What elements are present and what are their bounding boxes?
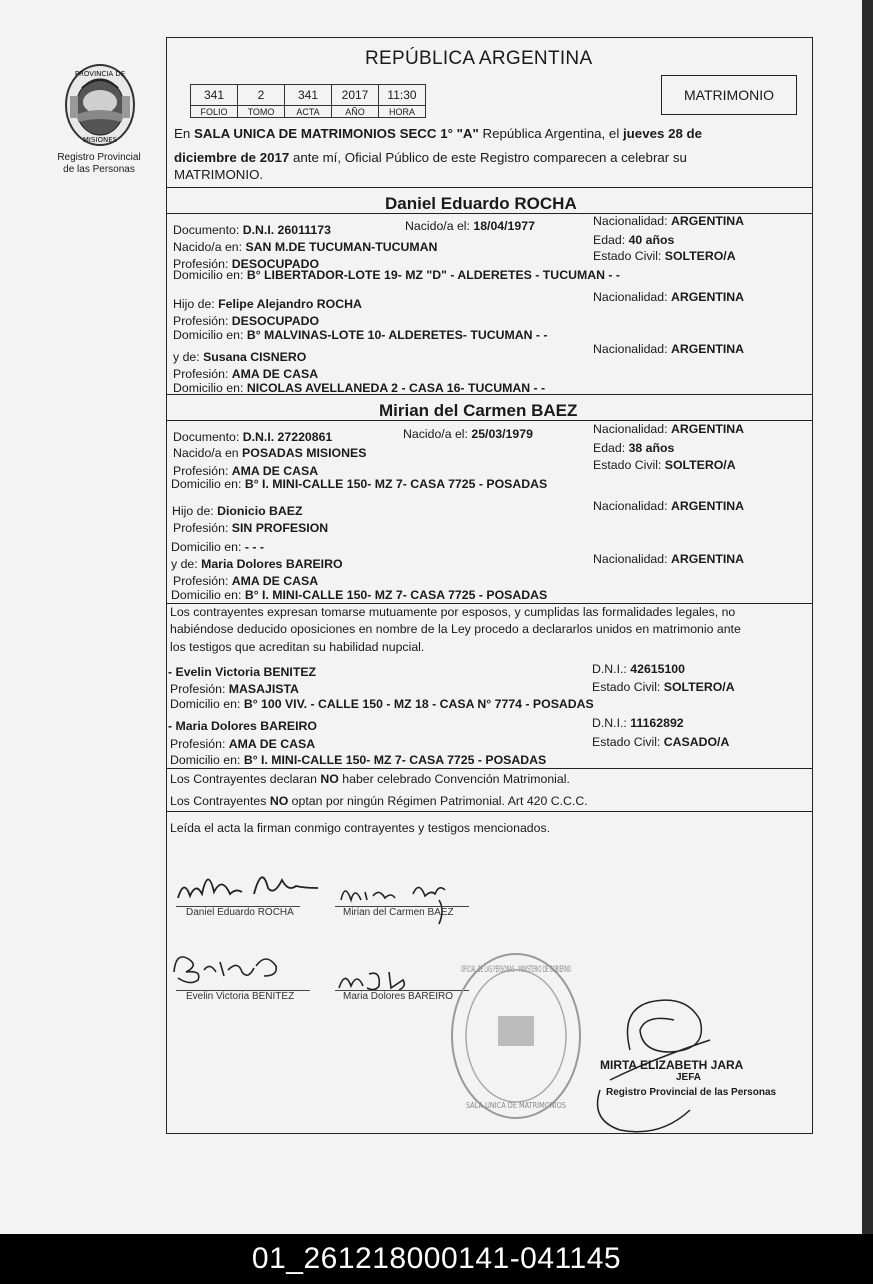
act-type-box: MATRIMONIO	[661, 75, 797, 115]
official-name: MIRTA ELIZABETH JARA	[600, 1058, 744, 1072]
groom-name: Daniel Eduardo ROCHA	[385, 194, 577, 213]
witness-1-name: - Evelin Victoria BENITEZ	[168, 665, 317, 679]
groom-civil-status: Estado Civil: SOLTERO/A	[593, 249, 736, 263]
closing-statement: Leída el acta la firman conmigo contrayentes y testigos mencionados.	[170, 821, 551, 835]
witness-1-civil-status: Estado Civil: SOLTERO/A	[592, 680, 735, 694]
witness-1-signature-icon	[168, 942, 288, 990]
bride-civil-status: Estado Civil: SOLTERO/A	[593, 458, 736, 472]
groom-age: Edad: 40 años	[593, 233, 675, 247]
witness-2-dni: D.N.I.: 11162892	[592, 716, 684, 730]
groom-address: Domicilio en: B° LIBERTADOR-LOTE 19- MZ "D" - ALDERETES - TUCUMAN - -	[173, 268, 620, 282]
folio-value: 341	[191, 85, 238, 106]
bride-father-address: Domicilio en: - - -	[171, 540, 264, 554]
divider	[166, 768, 813, 769]
scan-edge	[862, 0, 873, 1234]
bride-mother-profession: Profesión: AMA DE CASA	[173, 574, 319, 588]
bride-signature-caption: Mirian del Carmen BAEZ	[343, 907, 454, 918]
declaration-line-3: los testigos que acreditan su habilidad nupcial.	[170, 640, 425, 654]
bride-birthdate: Nacido/a el: 25/03/1979	[403, 427, 533, 441]
intro-line-3: MATRIMONIO.	[174, 167, 264, 182]
groom-signature-icon	[170, 858, 330, 910]
groom-father-address: Domicilio en: B° MALVINAS-LOTE 10- ALDERETES- TUCUMAN - -	[173, 328, 548, 342]
groom-mother-nationality: Nacionalidad: ARGENTINA	[593, 342, 745, 356]
witness-1-profession: Profesión: MASAJISTA	[170, 682, 299, 696]
official-office: Registro Provincial de las Personas	[606, 1087, 777, 1098]
declaration-line-1: Los contrayentes expresan tomarse mutuamente por esposos, y cumplidas las formalidades legales, no	[170, 605, 736, 619]
groom-birthdate: Nacido/a el: 18/04/1977	[405, 219, 535, 233]
registry-table	[190, 84, 426, 118]
intro-line-2: diciembre de 2017 ante mí, Oficial Público de este Registro comparecen a celebrar su	[174, 150, 687, 165]
bride-father: Hijo de: Dionicio BAEZ	[172, 504, 303, 518]
bride-address: Domicilio en: B° I. MINI-CALLE 150- MZ 7- CASA 7725 - POSADAS	[171, 477, 548, 491]
bride-name: Mirian del Carmen BAEZ	[379, 401, 578, 420]
groom-mother-address: Domicilio en: NICOLAS AVELLANEDA 2 - CASA 16- TUCUMAN - -	[173, 381, 546, 395]
svg-text:OFICIAL DE LAS PERSONAS · MINI: OFICIAL DE LAS PERSONAS · MINISTERIO DE GOBIERNO	[461, 965, 571, 975]
tomo-label: TOMO	[238, 106, 285, 118]
institution-name-line2: de las Personas	[63, 164, 135, 175]
groom-signature-caption: Daniel Eduardo ROCHA	[186, 907, 294, 918]
groom-mother: y de: Susana CISNERO	[173, 350, 307, 364]
intro-line-1: En SALA UNICA DE MATRIMONIOS SECC 1° "A" República Argentina, el jueves 28 de	[174, 126, 703, 141]
groom-father-profession: Profesión: DESOCUPADO	[173, 314, 320, 328]
bride-mother-nationality: Nacionalidad: ARGENTINA	[593, 552, 745, 566]
province-seal-icon	[62, 62, 138, 148]
official-stamp-icon	[446, 948, 586, 1138]
groom-mother-profession: Profesión: AMA DE CASA	[173, 367, 319, 381]
svg-text:SALA UNICA DE MATRIMONIOS: SALA UNICA DE MATRIMONIOS	[466, 1101, 566, 1110]
declaration-line-2: habiéndose deducido oposiciones en nombre de la Ley procedo a declararlos unidos en matrimonio ante	[170, 622, 741, 636]
convention-statement: Los Contrayentes declaran NO haber celebrado Convención Matrimonial.	[170, 772, 570, 786]
institution-name-line1: Registro Provincial	[57, 152, 141, 163]
groom-father-nationality: Nacionalidad: ARGENTINA	[593, 290, 745, 304]
groom-birthplace: Nacido/a en: SAN M.DE TUCUMAN-TUCUMAN	[173, 240, 438, 254]
svg-text:PROVINCIA DE: PROVINCIA DE	[74, 70, 126, 78]
witness-2-address: Domicilio en: B° I. MINI-CALLE 150- MZ 7- CASA 7725 - POSADAS	[170, 753, 547, 767]
folio-label: FOLIO	[191, 106, 238, 118]
groom-profession: Profesión: DESOCUPADO	[173, 257, 320, 271]
bride-document: Documento: D.N.I. 27220861	[173, 430, 333, 444]
acta-value: 341	[285, 85, 332, 106]
divider	[166, 603, 813, 604]
bride-nationality: Nacionalidad: ARGENTINA	[593, 422, 745, 436]
witness-2-signature-caption: Maria Dolores BAREIRO	[343, 991, 454, 1002]
hour-label: HORA	[379, 106, 426, 118]
year-label: AÑO	[332, 106, 379, 118]
divider	[166, 187, 813, 188]
tomo-value: 2	[238, 85, 285, 106]
divider	[166, 394, 813, 395]
witness-1-address: Domicilio en: B° 100 VIV. - CALLE 150 - MZ 18 - CASA N° 7774 - POSADAS	[170, 697, 594, 711]
bride-mother-address: Domicilio en: B° I. MINI-CALLE 150- MZ 7- CASA 7725 - POSADAS	[171, 588, 548, 602]
hour-value: 11:30	[379, 85, 426, 106]
witness-2-name: - Maria Dolores BAREIRO	[168, 719, 317, 733]
regime-statement: Los Contrayentes NO optan por ningún Régimen Patrimonial. Art 420 C.C.C.	[170, 794, 588, 808]
bride-birthplace: Nacido/a en POSADAS MISIONES	[173, 446, 367, 460]
bride-age: Edad: 38 años	[593, 441, 675, 455]
witness-2-profession: Profesión: AMA DE CASA	[170, 737, 316, 751]
country-title: REPÚBLICA ARGENTINA	[365, 48, 593, 69]
bride-mother: y de: Maria Dolores BAREIRO	[171, 557, 343, 571]
witness-2-civil-status: Estado Civil: CASADO/A	[592, 735, 730, 749]
svg-text:MISIONES: MISIONES	[82, 136, 118, 144]
groom-father: Hijo de: Felipe Alejandro ROCHA	[173, 297, 362, 311]
bride-profession: Profesión: AMA DE CASA	[173, 464, 319, 478]
footer-code: 01_261218000141-041145	[0, 1234, 873, 1284]
groom-nationality: Nacionalidad: ARGENTINA	[593, 214, 745, 228]
divider	[166, 420, 813, 421]
bride-signature-icon	[335, 870, 475, 930]
groom-document: Documento: D.N.I. 26011173	[173, 223, 331, 237]
acta-label: ACTA	[285, 106, 332, 118]
witness-1-dni: D.N.I.: 42615100	[592, 662, 685, 676]
bride-father-nationality: Nacionalidad: ARGENTINA	[593, 499, 745, 513]
witness-1-signature-caption: Evelin Victoria BENITEZ	[186, 991, 295, 1002]
bride-father-profession: Profesión: SIN PROFESION	[173, 521, 329, 535]
year-value: 2017	[332, 85, 379, 106]
divider	[166, 811, 813, 812]
official-title: JEFA	[676, 1072, 702, 1083]
